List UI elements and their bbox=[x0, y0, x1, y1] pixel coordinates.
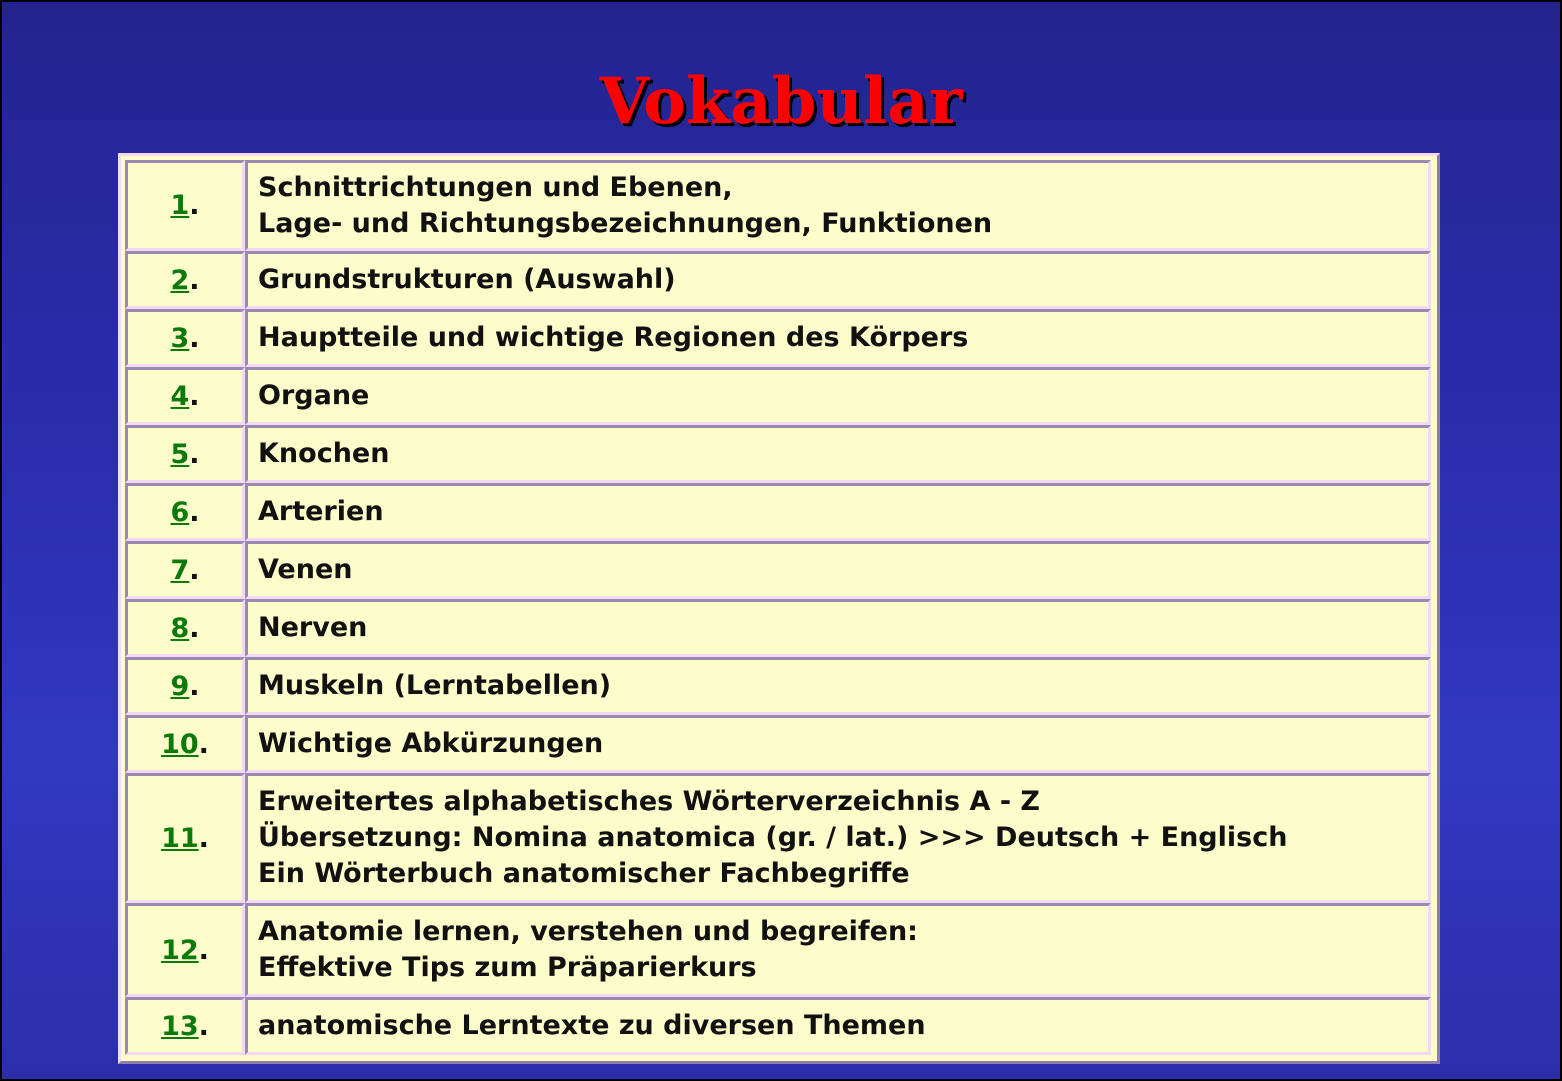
table-row bbox=[125, 997, 1431, 1055]
row-description-cell bbox=[245, 367, 1431, 425]
chapter-link-6[interactable]: 6 bbox=[170, 496, 190, 528]
description-line: Organe bbox=[258, 380, 370, 411]
chapter-link-2[interactable]: 2 bbox=[170, 264, 190, 296]
row-number-cell bbox=[125, 599, 245, 657]
row-number-cell bbox=[125, 367, 245, 425]
row-description-cell bbox=[245, 160, 1431, 251]
table-row bbox=[125, 773, 1431, 903]
description-line: Anatomie lernen, verstehen und begreifen: bbox=[258, 916, 918, 947]
row-description-cell bbox=[245, 903, 1431, 997]
table-row bbox=[125, 425, 1431, 483]
row-description-cell bbox=[245, 251, 1431, 309]
row-number-cell bbox=[125, 773, 245, 903]
row-number-cell bbox=[125, 541, 245, 599]
table-row bbox=[125, 367, 1431, 425]
row-description-cell bbox=[245, 483, 1431, 541]
vocabulary-table-frame bbox=[118, 153, 1440, 1064]
number-period: . bbox=[189, 496, 200, 528]
row-number-cell bbox=[125, 715, 245, 773]
chapter-link-8[interactable]: 8 bbox=[170, 612, 190, 644]
chapter-link-9[interactable]: 9 bbox=[170, 670, 190, 702]
description-line: Wichtige Abkürzungen bbox=[258, 728, 604, 759]
chapter-link-1[interactable]: 1 bbox=[170, 190, 190, 221]
description-line: Übersetzung: Nomina anatomica (gr. / lat.) >>> Deutsch + Englisch bbox=[258, 822, 1288, 853]
table-row bbox=[125, 903, 1431, 997]
row-description-cell bbox=[245, 309, 1431, 367]
chapter-link-12[interactable]: 12 bbox=[161, 934, 199, 966]
row-description-cell bbox=[245, 997, 1431, 1055]
row-number-cell bbox=[125, 251, 245, 309]
number-period: . bbox=[189, 554, 200, 586]
table-row bbox=[125, 251, 1431, 309]
description-line: Muskeln (Lerntabellen) bbox=[258, 670, 612, 701]
row-description-cell bbox=[245, 425, 1431, 483]
table-row bbox=[125, 309, 1431, 367]
chapter-link-10[interactable]: 10 bbox=[161, 728, 199, 760]
number-period: . bbox=[189, 612, 200, 644]
number-period: . bbox=[198, 1010, 209, 1042]
number-period: . bbox=[189, 438, 200, 470]
row-number-cell bbox=[125, 160, 245, 251]
chapter-link-4[interactable]: 4 bbox=[170, 380, 190, 412]
vocabulary-table bbox=[125, 160, 1431, 1055]
row-description-cell bbox=[245, 773, 1431, 903]
description-line: Ein Wörterbuch anatomischer Fachbegriffe bbox=[258, 858, 910, 889]
row-description-cell bbox=[245, 657, 1431, 715]
chapter-link-13[interactable]: 13 bbox=[161, 1010, 199, 1042]
chapter-link-3[interactable]: 3 bbox=[170, 322, 190, 354]
table-row bbox=[125, 657, 1431, 715]
description-line: Venen bbox=[258, 554, 353, 585]
number-period: . bbox=[189, 190, 200, 221]
row-number-cell bbox=[125, 657, 245, 715]
description-line: Hauptteile und wichtige Regionen des Körpers bbox=[258, 322, 969, 353]
row-description-cell bbox=[245, 541, 1431, 599]
description-line: anatomische Lerntexte zu diversen Themen bbox=[258, 1010, 926, 1041]
table-row bbox=[125, 541, 1431, 599]
number-period: . bbox=[198, 934, 209, 966]
number-period: . bbox=[198, 728, 209, 760]
row-number-cell bbox=[125, 997, 245, 1055]
table-row bbox=[125, 483, 1431, 541]
description-line: Grundstrukturen (Auswahl) bbox=[258, 264, 676, 295]
description-line: Effektive Tips zum Präparierkurs bbox=[258, 952, 757, 983]
page-title: Vokabular bbox=[599, 64, 963, 139]
number-period: . bbox=[198, 822, 209, 854]
number-period: . bbox=[189, 322, 200, 354]
description-line: Lage- und Richtungsbezeichnungen, Funktionen bbox=[258, 207, 993, 239]
chapter-link-11[interactable]: 11 bbox=[161, 822, 199, 854]
row-number-cell bbox=[125, 309, 245, 367]
number-period: . bbox=[189, 264, 200, 296]
description-line: Schnittrichtungen und Ebenen, bbox=[258, 171, 733, 203]
row-number-cell bbox=[125, 483, 245, 541]
row-description-cell bbox=[245, 715, 1431, 773]
row-number-cell bbox=[125, 903, 245, 997]
table-row bbox=[125, 715, 1431, 773]
chapter-link-5[interactable]: 5 bbox=[170, 438, 190, 470]
row-number-cell bbox=[125, 425, 245, 483]
number-period: . bbox=[189, 670, 200, 702]
description-line: Erweitertes alphabetisches Wörterverzeichnis A - Z bbox=[258, 786, 1040, 817]
number-period: . bbox=[189, 380, 200, 412]
table-row bbox=[125, 160, 1431, 251]
chapter-link-7[interactable]: 7 bbox=[170, 554, 190, 586]
table-row bbox=[125, 599, 1431, 657]
description-line: Arterien bbox=[258, 496, 384, 527]
description-line: Nerven bbox=[258, 612, 368, 643]
row-description-cell bbox=[245, 599, 1431, 657]
description-line: Knochen bbox=[258, 438, 390, 469]
